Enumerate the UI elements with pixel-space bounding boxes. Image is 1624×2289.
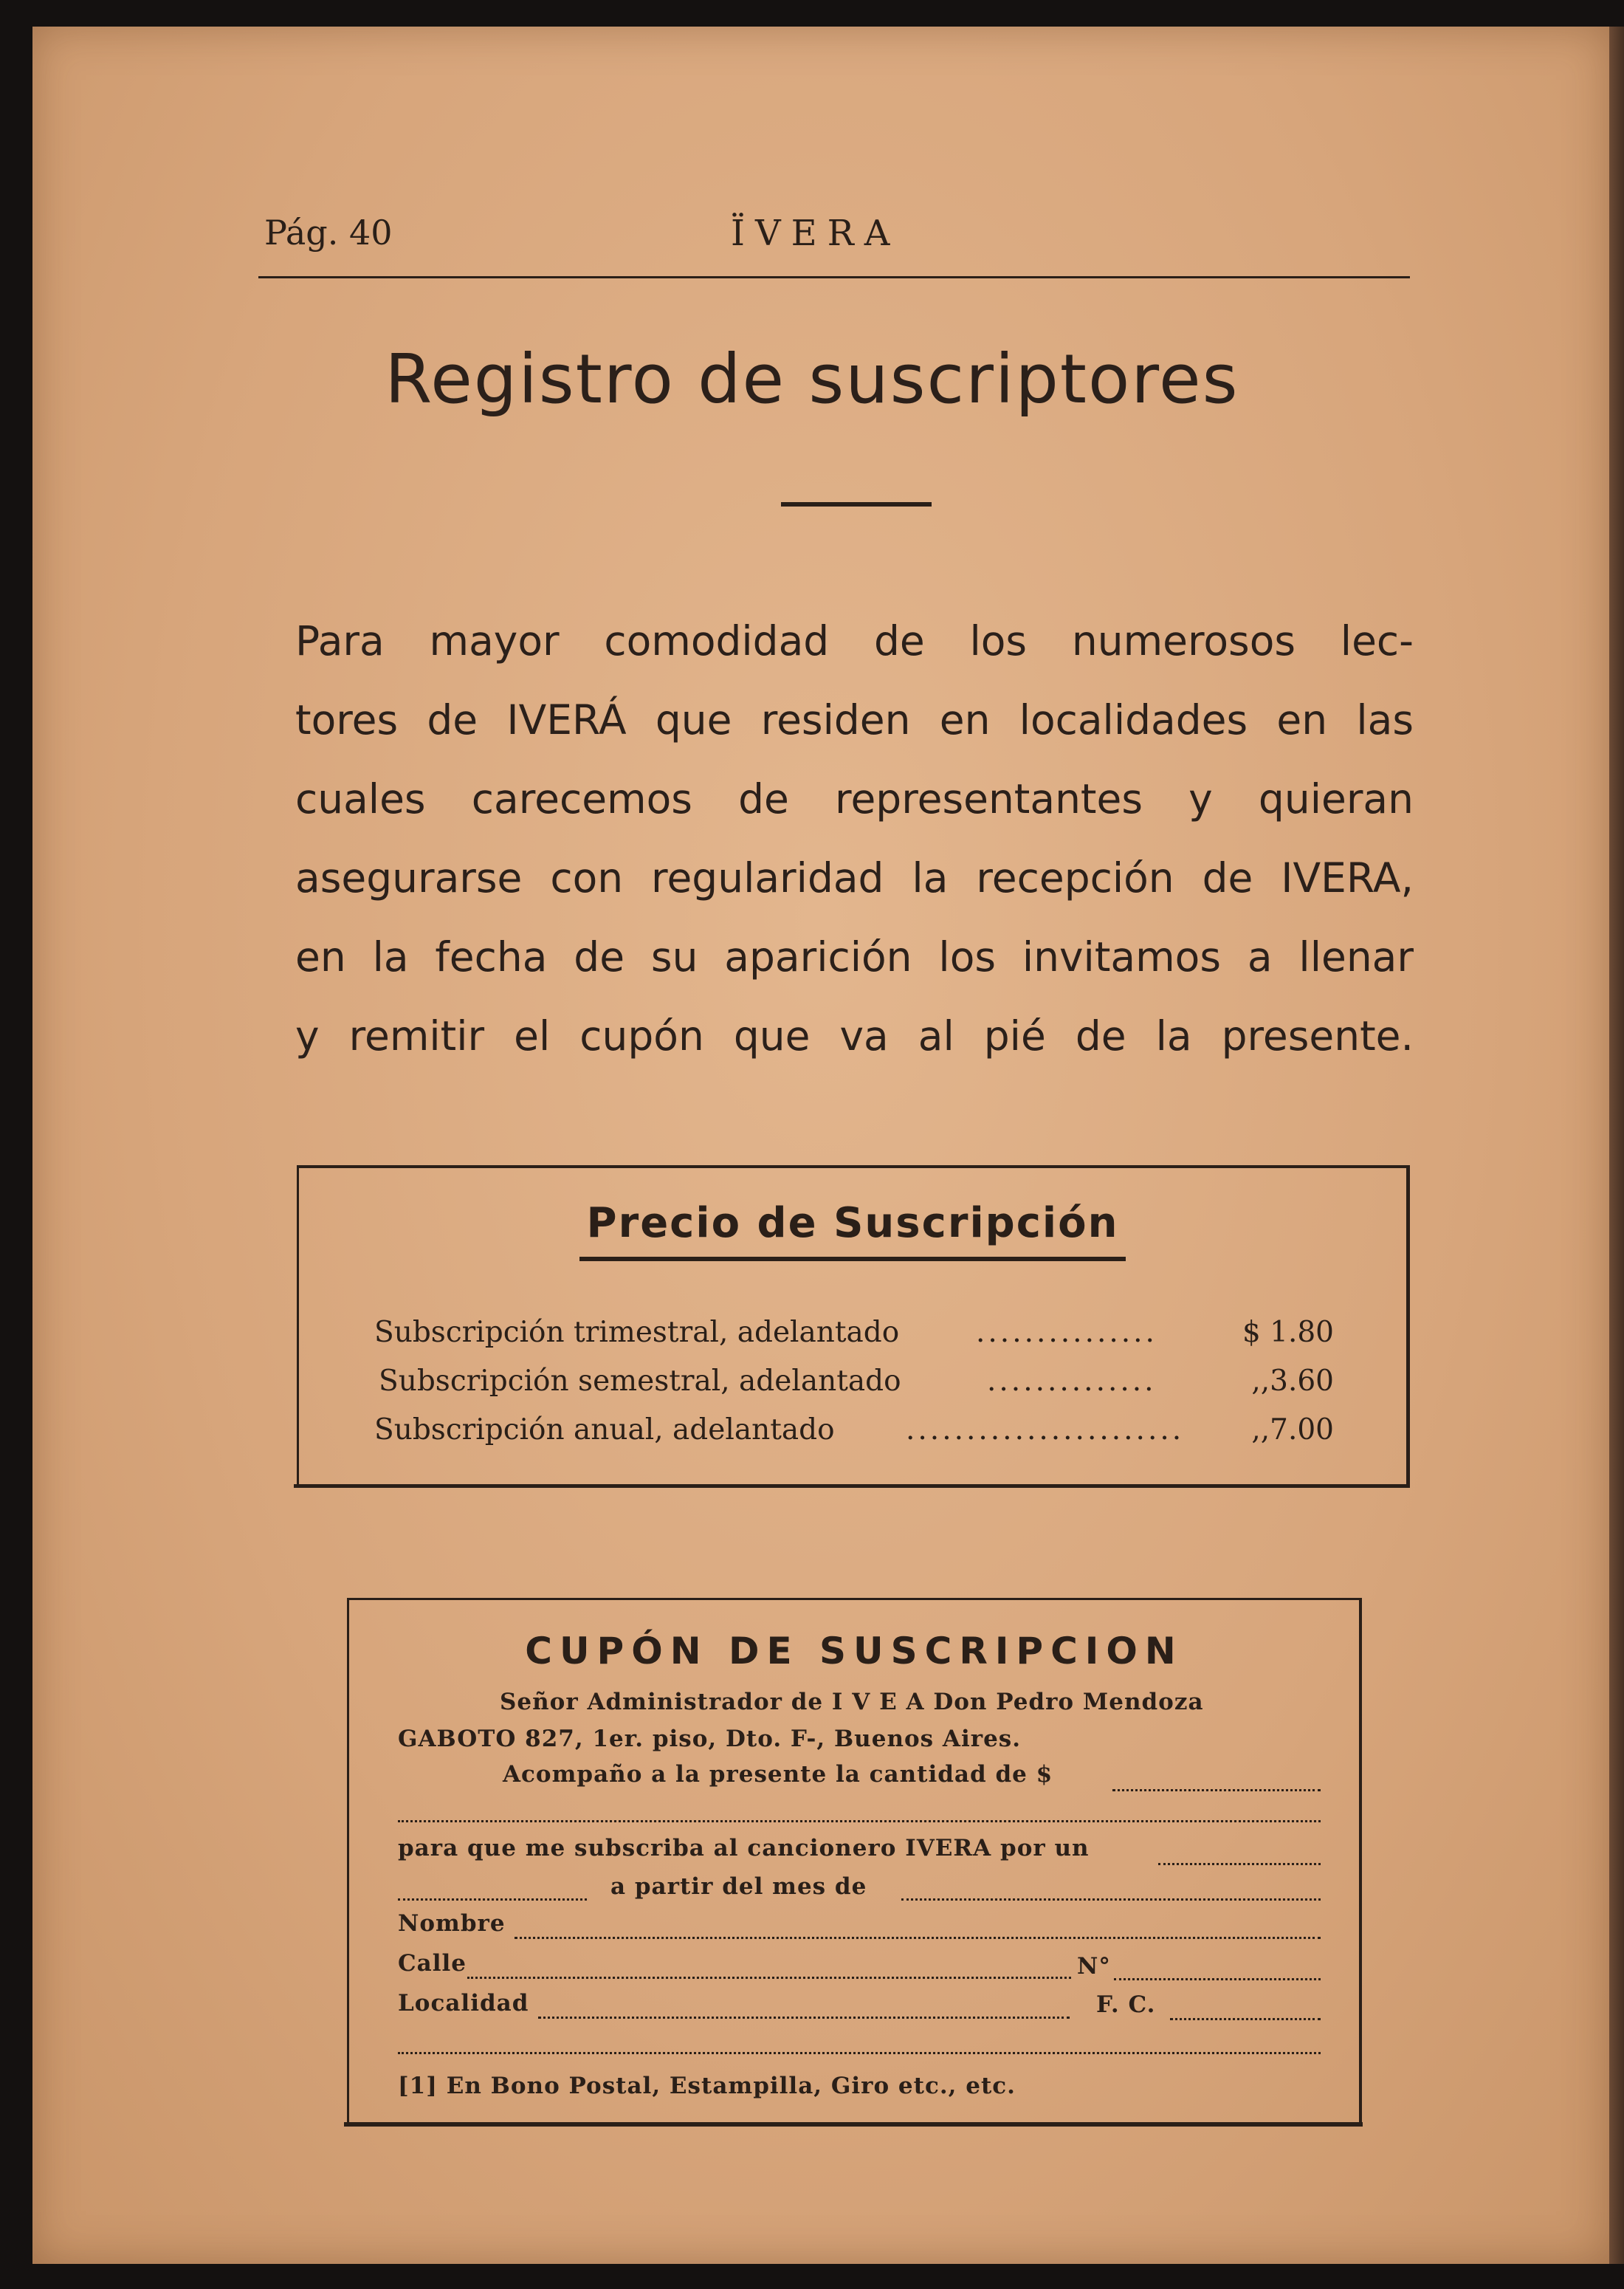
period-continuation-field[interactable]	[398, 1898, 587, 1901]
page-title: Registro de suscriptores	[385, 340, 1239, 419]
page-number: Pág. 40	[264, 213, 393, 253]
coupon-addressee: Señor Administrador de I V E A Don Pedro Mendoza	[500, 1689, 1204, 1715]
railway-label: F. C.	[1096, 1991, 1156, 2018]
street-field[interactable]	[467, 1977, 1071, 1979]
start-month-label: a partir del mes de	[610, 1873, 867, 1900]
title-underline	[781, 502, 932, 507]
price-dots: .......................	[906, 1413, 1185, 1447]
intro-line: y remitir el cupón que va al pié de la presente.	[295, 1012, 1414, 1060]
intro-line: asegurarse con regularidad la recepción de IVERA,	[295, 854, 1414, 902]
coupon-title: CUPÓN DE SUSCRIPCION	[525, 1630, 1183, 1672]
coupon-bottom-rule	[344, 2122, 1363, 2127]
intro-line: cuales carecemos de representantes y quieran	[295, 775, 1414, 823]
street-number-label: N°	[1077, 1953, 1111, 1980]
intro-line: en la fecha de su aparición los invitamos a llenar	[295, 933, 1414, 981]
journal-name: ÏVERA	[731, 213, 901, 254]
price-box	[297, 1165, 1410, 1487]
locality-label: Localidad	[398, 1990, 529, 2017]
price-row-anual	[374, 1413, 1334, 1458]
price-box-title: Precio de Suscripción	[586, 1199, 1119, 1247]
period-field[interactable]	[1158, 1863, 1321, 1865]
price-row-trimestral	[374, 1316, 1334, 1360]
coupon-address: GABOTO 827, 1er. piso, Dto. F-, Buenos Aires.	[398, 1726, 1022, 1752]
amount-continuation-field[interactable]	[398, 1820, 1321, 1822]
price-dots: ..............	[987, 1365, 1157, 1398]
coupon-amount-label: Acompaño a la presente la cantidad de $	[503, 1761, 1053, 1788]
street-number-field[interactable]	[1114, 1978, 1321, 1980]
locality-field[interactable]	[538, 2017, 1070, 2019]
price-amount: ,,3.60	[1251, 1365, 1334, 1398]
intro-line: Para mayor comodidad de los numerosos lec-	[295, 617, 1414, 665]
book-spine	[1609, 27, 1624, 2264]
price-amount: ,,7.00	[1251, 1413, 1334, 1447]
price-label: Subscripción anual, adelantado	[374, 1413, 835, 1447]
street-label: Calle	[398, 1950, 467, 1977]
page-header	[258, 191, 1410, 279]
subscription-coupon	[347, 1598, 1362, 2124]
price-label: Subscripción trimestral, adelantado	[374, 1316, 900, 1349]
header-rule	[258, 276, 1410, 278]
price-dots: ...............	[976, 1316, 1157, 1349]
extra-field[interactable]	[398, 2052, 1321, 2054]
price-row-semestral	[374, 1365, 1334, 1409]
name-field[interactable]	[515, 1937, 1321, 1939]
price-label: Subscripción semestral, adelantado	[379, 1365, 901, 1398]
start-month-field[interactable]	[901, 1898, 1321, 1901]
railway-field[interactable]	[1170, 2018, 1321, 2020]
price-amount: $ 1.80	[1242, 1316, 1334, 1349]
intro-paragraph	[295, 602, 1414, 1076]
intro-line: tores de IVERÁ que residen en localidades en las	[295, 696, 1414, 744]
coupon-footnote: [1] En Bono Postal, Estampilla, Giro etc., etc.	[398, 2073, 1016, 2099]
name-label: Nombre	[398, 1910, 506, 1937]
amount-field[interactable]	[1112, 1789, 1321, 1791]
coupon-period-label: para que me subscriba al cancionero IVERA por un	[398, 1835, 1090, 1861]
price-title-underline	[579, 1257, 1126, 1261]
price-box-bottom-rule	[294, 1484, 1410, 1488]
